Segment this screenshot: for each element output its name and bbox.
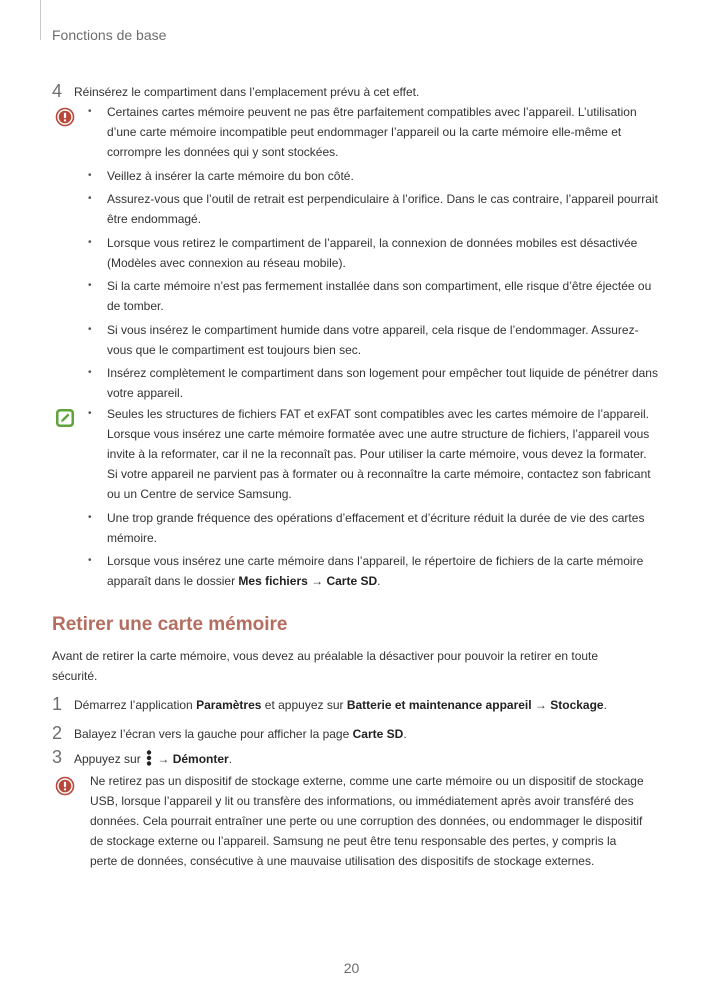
period: . <box>228 752 233 766</box>
exclamation-icon <box>55 776 75 796</box>
action-name: Démonter <box>172 752 229 766</box>
step-text <box>74 726 407 742</box>
list-item: • Certaines cartes mémoire peuvent ne pas être parfaitement compatibles avec l’appareil. L’utilisation d’une carte mémoire incompatible peut endommager l’appareil ou la carte mémoire elle-même et corrompre les données qui y sont stockées. <box>88 102 658 162</box>
list-item: • Seules les structures de fichiers FAT et exFAT sont compatibles avec les cartes mémoire de l’appareil. Lorsque vous insérez une carte mémoire formatée avec une autre structure de fichiers, l’appareil vous invite à la reformater, car il ne la reconnaît pas. Pour utiliser la carte mémoire, vous devez la formater. Si votre appareil ne parvient pas à formater ou à reconnaître la carte mémoire, contactez son fabricant ou un Centre de service Samsung. <box>88 404 658 504</box>
list-item <box>88 551 658 591</box>
section-title: Retirer une carte mémoire <box>52 614 288 635</box>
step-number: 3 <box>52 747 63 767</box>
arrow: → <box>154 752 173 766</box>
app-name: Paramètres <box>196 698 262 712</box>
more-options-icon <box>146 750 152 766</box>
arrow: → <box>307 574 327 588</box>
section-intro: Avant de retirer la carte mémoire, vous devez au préalable la désactiver pour pouvoir la retirer en toute sécurité. <box>52 649 599 683</box>
step-text <box>74 697 607 713</box>
step-text <box>74 750 232 767</box>
page-number: 20 <box>343 960 360 976</box>
pencil-note-icon <box>55 408 75 428</box>
list-item: • Assurez-vous que l’outil de retrait est perpendiculaire à l’orifice. Dans le cas contraire, l’appareil pourrait être endommagé. <box>88 189 658 229</box>
exclamation-icon <box>55 107 75 127</box>
step-number: 1 <box>52 694 63 714</box>
list-item: • Lorsque vous retirez le compartiment de l’appareil, la connexion de données mobiles est désactivée (Modèles avec connexion au réseau mobile). <box>88 233 658 273</box>
menu-name: Batterie et maintenance appareil <box>346 698 532 712</box>
menu-target: Stockage <box>550 698 604 712</box>
list-item: • Si vous insérez le compartiment humide dans votre appareil, cela risque de l’endommager. Assurez-vous que le compartiment est toujours bien sec. <box>88 320 658 360</box>
section-header: Fonctions de base <box>52 27 167 43</box>
period: . <box>403 727 407 741</box>
step-text: Réinsérez le compartiment dans l’emplacement prévu à cet effet. <box>74 85 420 99</box>
list-item: • Si la carte mémoire n’est pas fermement installée dans son compartiment, elle risque d’être éjectée ou de tomber. <box>88 276 658 316</box>
note-list <box>88 404 658 591</box>
step-text-part: et appuyez sur <box>261 698 347 712</box>
header-divider <box>40 0 41 40</box>
arrow: → <box>531 698 551 712</box>
list-item: • Veillez à insérer la carte mémoire du bon côté. <box>88 166 658 186</box>
step-number: 4 <box>52 81 63 101</box>
list-item: • Insérez complètement le compartiment dans son logement pour empêcher tout liquide de pénétrer dans votre appareil. <box>88 363 658 403</box>
caution-list <box>88 102 658 403</box>
caution-text: Ne retirez pas un dispositif de stockage externe, comme une carte mémoire ou un dispositif de stockage USB, lorsque l’appareil y lit ou transfère des informations, ou immédiatement après avoir transféré des données. Cela pourrait entraîner une perte ou une corruption des données, ou endommager le dispositif de stockage externe ou l’appareil. Samsung ne peut être tenu responsable des pertes, y compris la perte de données, consécutive à une mauvaise utilisation des dispositifs de stockage externes. <box>90 774 644 868</box>
page-name: Carte SD <box>352 727 404 741</box>
folder-target: Carte SD <box>326 574 378 588</box>
period: . <box>377 574 381 588</box>
list-item-text: Lorsque vous insérez une carte mémoire dans l’appareil, le répertoire de fichiers de la carte mémoire apparaît dans le dossier <box>107 554 644 588</box>
folder-name: Mes fichiers <box>238 574 308 588</box>
step-text-part: Démarrez l’application <box>74 698 197 712</box>
step-number: 2 <box>52 723 63 743</box>
step-text-part: Appuyez sur <box>74 752 145 766</box>
step-text-part: Balayez l’écran vers la gauche pour afficher la page <box>74 727 353 741</box>
list-item: • Une trop grande fréquence des opérations d’effacement et d’écriture réduit la durée de vie des cartes mémoire. <box>88 508 658 548</box>
period: . <box>603 698 607 712</box>
